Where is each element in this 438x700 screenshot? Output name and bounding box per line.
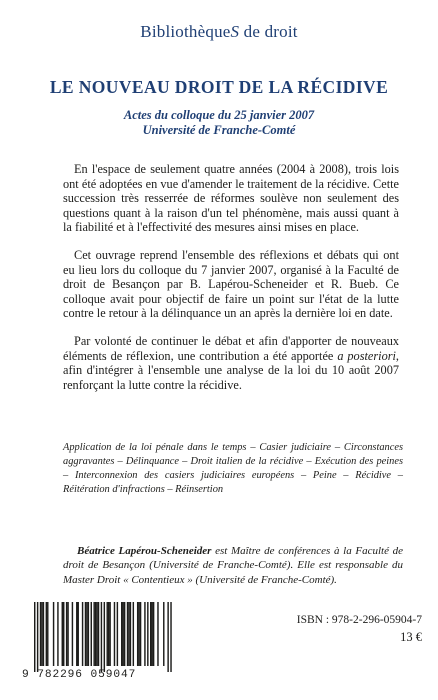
series-suffix: de droit	[239, 22, 298, 41]
author-bio	[63, 544, 403, 587]
barcode-guard-bar	[170, 602, 171, 672]
barcode-guard-bar	[34, 602, 35, 672]
barcode-bar	[76, 602, 77, 666]
barcode-guard-bar	[167, 602, 168, 672]
barcode-bar	[62, 602, 63, 666]
barcode-bar	[96, 602, 97, 666]
barcode-bar	[95, 602, 96, 666]
author-bio-text: est Maître de conférences à la Faculté de droit de Besançon (Université de Franche-Comté). Elle est responsable du Master Droit « Contentieux » (Université de Franche-Comté).	[63, 545, 403, 586]
barcode-bar	[121, 602, 122, 666]
barcode-bar	[108, 602, 109, 666]
barcode-bar	[144, 602, 145, 666]
barcode-bar	[47, 602, 48, 666]
barcode-bar	[46, 602, 47, 666]
paragraph-3-emphasis: a posteriori	[337, 348, 396, 363]
barcode-guard-bar	[104, 602, 105, 672]
barcode-bar	[157, 602, 158, 666]
summary-paragraph-2: Cet ouvrage reprend l'ensemble des réflexions et débats qui ont eu lieu lors du colloque du 7 janvier 2007, organisé à la Faculté de droit de Besançon par B. Lapérou-Scheneider et R. Bueb. Ce colloque avait pour objectif de faire un point sur l'état de la lutte contre le retour à la délinquance un an après la dernière loi en date.	[63, 247, 399, 321]
series-italic-letter: S	[230, 22, 240, 41]
barcode-bar	[57, 602, 58, 666]
barcode-bar	[40, 602, 41, 666]
barcode-bar	[117, 602, 118, 666]
author-bio-paragraph	[63, 544, 403, 587]
barcode-bar	[88, 602, 89, 666]
paragraph-3-before: Par volonté de continuer le débat et afin d'apporter de nouveaux éléments de réflexion, une contribution a été apportée	[63, 333, 399, 363]
barcode-guard-bar	[101, 602, 102, 672]
barcode-bar	[67, 602, 68, 666]
barcode-bar	[41, 602, 42, 666]
barcode-bar	[98, 602, 99, 666]
barcode-bar	[72, 602, 73, 666]
barcode-bar	[137, 602, 138, 666]
subtitle-line-1: Actes du colloque du 25 janvier 2007	[123, 108, 315, 122]
barcode-bar	[82, 602, 83, 666]
barcode-bar	[150, 602, 151, 666]
barcode-bar	[91, 602, 92, 666]
price: 13 €	[400, 630, 422, 644]
barcode-bar	[63, 602, 64, 666]
barcode-bar	[122, 602, 123, 666]
barcode-bar	[78, 602, 79, 666]
summary-text	[63, 162, 399, 405]
barcode-bar	[114, 602, 115, 666]
barcode-bar	[140, 602, 141, 666]
barcode-bar	[130, 602, 131, 666]
barcode-bar	[66, 602, 67, 666]
barcode-bar	[153, 602, 154, 666]
barcode-bar	[151, 602, 152, 666]
series-name	[0, 22, 438, 42]
barcode-bar	[163, 602, 164, 666]
barcode-bar	[107, 602, 108, 666]
subtitle-line-2: Université de Franche-Comté	[142, 123, 296, 137]
barcode-bars	[20, 602, 180, 672]
paragraph-3-after: , afin d'intégrer à l'ensemble une analyse de la loi du 10 août 2007 renforçant la lutte contre la récidive.	[63, 348, 399, 392]
barcode-bar	[43, 602, 44, 666]
isbn-number: ISBN : 978-2-296-05904-7	[296, 614, 422, 626]
barcode-digits: 9 782296 059047	[22, 669, 137, 681]
book-subtitle	[0, 108, 438, 138]
barcode-bar	[128, 602, 129, 666]
barcode-bar	[147, 602, 148, 666]
summary-paragraph-1: En l'espace de seulement quatre années (2004 à 2008), trois lois ont été adoptées en vue d'amender le traitement de la récidive. Cette succession très resserrée de réformes soulève non seulement des questions quant à la raison d'un tel phénomène, mais aussi quant à la fiabilité et à l'effectivité des mesures ainsi mises en place.	[63, 162, 399, 235]
barcode-bar	[124, 602, 125, 666]
keywords-list: Application de la loi pénale dans le temps – Casier judiciaire – Circonstances aggravantes – Délinquance – Droit italien de la récidive – Exécution des peines – Interconnexion des casiers judiciaires européens – Peine – Récidive – Réitération d'infractions – Réinsertion	[63, 442, 403, 495]
barcode-bar	[109, 602, 110, 666]
barcode-bar	[86, 602, 87, 666]
author-name: Béatrice Lapérou-Scheneider	[77, 545, 212, 557]
barcode-bar	[53, 602, 54, 666]
book-title: LE NOUVEAU DROIT DE LA RÉCIDIVE	[49, 77, 389, 97]
barcode-guard-bar	[37, 602, 38, 672]
barcode-bar	[133, 602, 134, 666]
barcode-bar	[85, 602, 86, 666]
barcode-bar	[93, 602, 94, 666]
barcode-bar	[127, 602, 128, 666]
series-prefix: Bibliothèque	[140, 22, 231, 41]
barcode	[20, 602, 180, 684]
barcode-bar	[138, 602, 139, 666]
summary-paragraph-3	[63, 334, 399, 392]
